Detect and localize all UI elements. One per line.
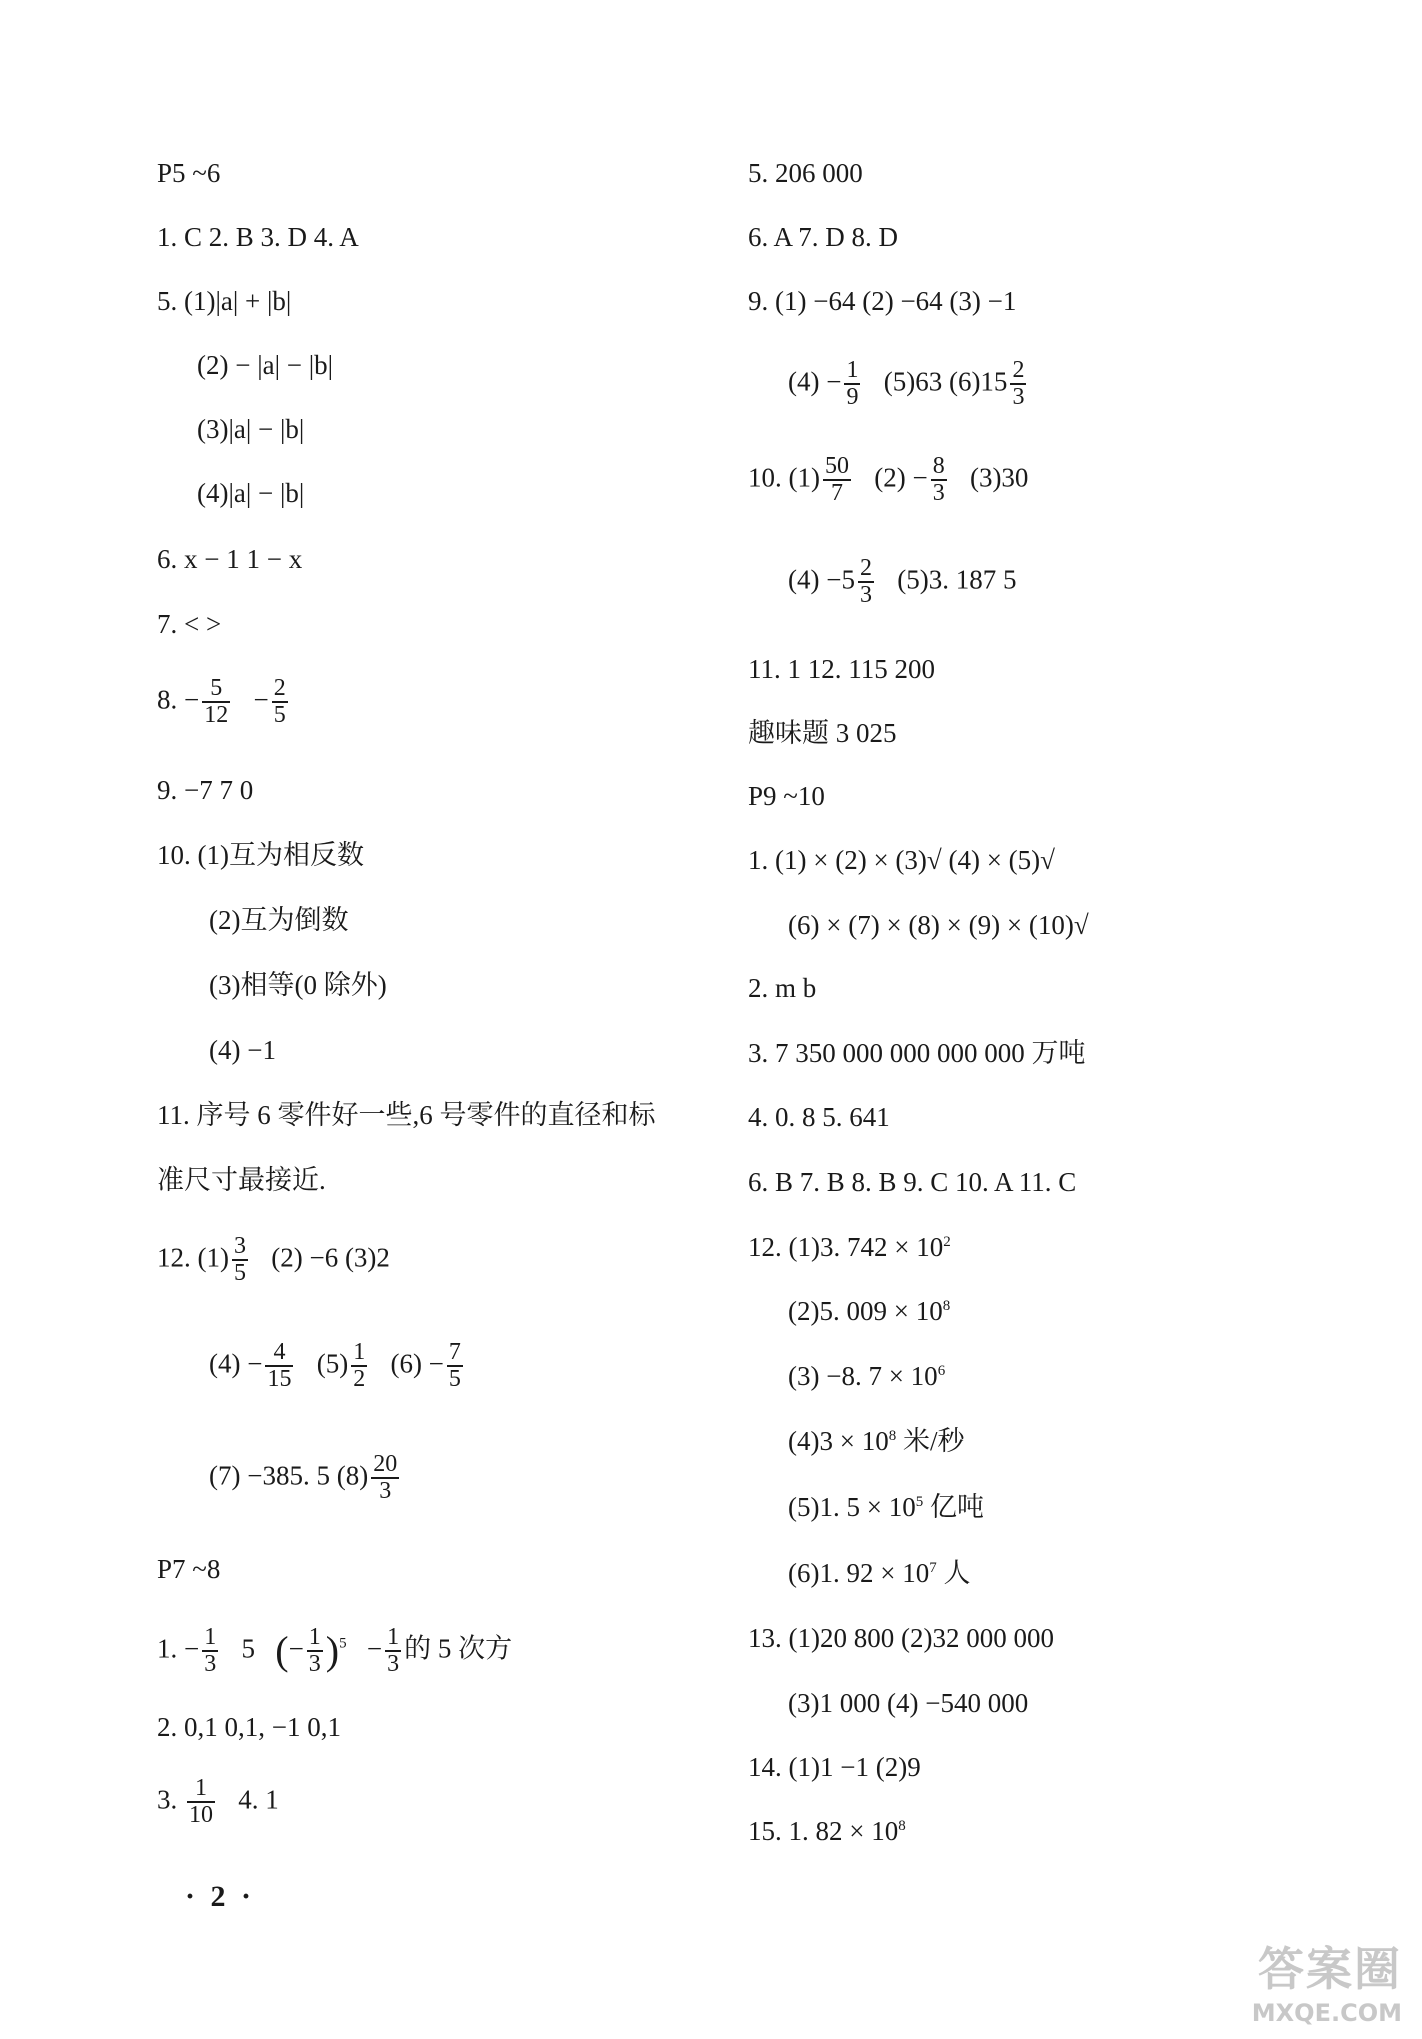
text: 10. (1): [748, 462, 820, 493]
text: 人: [936, 1558, 971, 1588]
exponent: 8: [942, 1298, 951, 1314]
answer-line: 5. (1)|a| + |b|: [157, 286, 292, 316]
answer-line: 3. 7 350 000 000 000 000 万吨: [748, 1038, 1086, 1068]
answer-line: 5. 206 000: [748, 158, 863, 188]
answer-line: 7. < >: [157, 609, 222, 639]
denominator: 5: [233, 1260, 246, 1287]
fraction: [1010, 358, 1026, 410]
numerator: 2: [272, 676, 288, 703]
exponent: 8: [898, 1818, 906, 1834]
answer-line: 4. 0. 8 5. 641: [748, 1102, 890, 1132]
answer-line: 13. (1)20 800 (2)32 000 000: [748, 1623, 1054, 1653]
answer-line: 1. (1) × (2) × (3)√ (4) × (5)√: [748, 845, 1055, 875]
section-heading-p5-6: P5 ~6: [157, 158, 221, 188]
numerator: 8: [931, 454, 947, 481]
exponent: 7: [929, 1560, 937, 1576]
answer-line: (3)|a| − |b|: [197, 414, 305, 444]
text: (6) −: [390, 1348, 444, 1379]
answer-line: 14. (1)1 −1 (2)9: [748, 1752, 921, 1782]
exponent: 2: [943, 1234, 951, 1250]
text: 5: [241, 1633, 255, 1664]
denominator: 3: [1012, 384, 1025, 411]
text: (5)1. 5 × 10: [788, 1492, 916, 1522]
numerator: 5: [202, 676, 230, 703]
denominator: 9: [846, 384, 859, 411]
answer-line-fractions: [788, 358, 1029, 410]
text: (3)30: [969, 462, 1029, 493]
text: 8. −: [157, 684, 200, 715]
denominator: 3: [379, 1478, 392, 1505]
text: (5): [316, 1348, 349, 1379]
answer-line: 11. 序号 6 零件好一些,6 号零件的直径和标: [157, 1100, 656, 1130]
text: 12. (1): [157, 1242, 229, 1273]
denominator: 5: [448, 1366, 461, 1393]
text: (2) −6 (3)2: [271, 1242, 390, 1273]
text: (2) −: [874, 462, 928, 493]
numerator: 1: [187, 1776, 215, 1803]
denominator: 3: [932, 480, 945, 507]
answer-line: 9. (1) −64 (2) −64 (3) −1: [748, 286, 1017, 316]
text: 12. (1)3. 742 × 10: [748, 1232, 944, 1262]
answer-line-sci: [788, 1298, 950, 1325]
text: −: [288, 1633, 304, 1664]
answer-line-sci: [748, 1234, 951, 1261]
denominator: 12: [204, 702, 229, 729]
text: −: [253, 684, 269, 715]
text: 亿吨: [923, 1492, 984, 1522]
numerator: 2: [1010, 358, 1026, 385]
answer-line-sci: [788, 1428, 964, 1455]
fraction: [272, 676, 288, 728]
answer-line-sci: [788, 1363, 945, 1390]
fraction: [447, 1340, 463, 1392]
answer-line-sci: [788, 1560, 970, 1587]
text: 米/秒: [896, 1426, 965, 1456]
section-heading-p7-8: P7 ~8: [157, 1554, 221, 1584]
answer-line: 9. −7 7 0: [157, 775, 254, 805]
text: (4) −: [788, 366, 842, 397]
denominator: 15: [267, 1366, 292, 1393]
answer-line: (2)互为倒数: [209, 905, 349, 935]
answer-line: (4) −1: [209, 1035, 276, 1065]
answer-line-fractions: [157, 1234, 390, 1286]
answer-line: 1. C 2. B 3. D 4. A: [157, 222, 359, 252]
answer-line: (3)1 000 (4) −540 000: [788, 1688, 1029, 1718]
fraction: [931, 454, 947, 506]
fraction: [187, 1776, 215, 1828]
numerator: 20: [371, 1452, 399, 1479]
text: 的 5 次方: [404, 1633, 513, 1664]
text: (4) −: [209, 1348, 263, 1379]
answer-line: 11. 1 12. 115 200: [748, 654, 935, 684]
answer-line: 2. 0,1 0,1, −1 0,1: [157, 1712, 341, 1742]
fraction: [202, 1625, 218, 1677]
denominator: 3: [859, 582, 872, 609]
watermark-logo: 答案圈: [1258, 1942, 1402, 1996]
answer-line: 10. (1)互为相反数: [157, 840, 364, 870]
close-paren: ): [325, 1628, 340, 1674]
text: (2)5. 009 × 10: [788, 1296, 943, 1326]
answer-line-fractions: [788, 556, 1016, 608]
answer-line: 6. B 7. B 8. B 9. C 10. A 11. C: [748, 1167, 1077, 1197]
numerator: 2: [858, 556, 874, 583]
exponent: 5: [339, 1635, 347, 1652]
denominator: 2: [353, 1366, 366, 1393]
text: 4. 1: [238, 1784, 279, 1815]
text: −: [366, 1633, 383, 1664]
text: (3) −8. 7 × 10: [788, 1361, 938, 1391]
answer-line-sci: [788, 1494, 984, 1521]
fraction: [265, 1340, 293, 1392]
page-number: · 2 ·: [185, 1880, 256, 1913]
numerator: 50: [823, 454, 851, 481]
fraction: [202, 676, 230, 728]
answer-line: (3)相等(0 除外): [209, 970, 387, 1000]
text: 1. −: [157, 1633, 200, 1664]
answer-line-fractions: [209, 1452, 402, 1504]
denominator: 3: [204, 1651, 217, 1678]
numerator: 1: [385, 1625, 401, 1652]
text: (5)63 (6)15: [883, 366, 1008, 397]
fraction: [371, 1452, 399, 1504]
answer-line: 6. x − 1 1 − x: [157, 544, 303, 574]
denominator: 7: [830, 480, 843, 507]
text: (4) −5: [788, 564, 855, 595]
exponent: 8: [888, 1428, 897, 1444]
fraction: [351, 1340, 367, 1392]
answer-line: (4)|a| − |b|: [197, 478, 305, 508]
answer-line: (6) × (7) × (8) × (9) × (10)√: [788, 910, 1089, 940]
answer-line-fractions: [157, 1625, 512, 1677]
answer-line-sci: [748, 1818, 906, 1845]
watermark-url: MXQE.COM: [1251, 1999, 1402, 2027]
denominator: 3: [308, 1651, 321, 1678]
fraction: [307, 1625, 323, 1677]
answer-line-fractions: [157, 676, 291, 728]
fraction: [823, 454, 851, 506]
section-heading-p9-10: P9 ~10: [748, 781, 825, 811]
text: (6)1. 92 × 10: [788, 1558, 930, 1588]
exponent: 5: [915, 1494, 924, 1510]
numerator: 1: [351, 1340, 367, 1367]
text: 3.: [157, 1784, 178, 1815]
answer-line: 6. A 7. D 8. D: [748, 222, 899, 252]
numerator: 1: [844, 358, 860, 385]
numerator: 7: [447, 1340, 463, 1367]
fraction: [232, 1234, 248, 1286]
exponent: 6: [937, 1363, 946, 1379]
denominator: 10: [189, 1802, 213, 1829]
text: (5)3. 187 5: [897, 564, 1017, 595]
fraction: [844, 358, 860, 410]
answer-line: 2. m b: [748, 973, 817, 1003]
numerator: 3: [232, 1234, 248, 1261]
answer-line-fractions: [748, 454, 1028, 506]
text: 15. 1. 82 × 10: [748, 1816, 899, 1846]
watermark: [1252, 1933, 1402, 2027]
denominator: 5: [273, 702, 286, 729]
numerator: 1: [202, 1625, 218, 1652]
text: (4)3 × 10: [788, 1426, 889, 1456]
fraction: [385, 1625, 401, 1677]
answer-line: 趣味题 3 025: [748, 718, 897, 748]
open-paren: (: [275, 1628, 289, 1674]
numerator: 4: [265, 1340, 293, 1367]
fraction: [858, 556, 874, 608]
answer-line: 准尺寸最接近.: [157, 1165, 326, 1195]
answer-line-fractions: [209, 1340, 466, 1392]
numerator: 1: [307, 1625, 323, 1652]
answer-line: (2) − |a| − |b|: [197, 350, 334, 380]
answer-line-fractions: [157, 1776, 279, 1828]
denominator: 3: [387, 1651, 400, 1678]
text: (7) −385. 5 (8): [209, 1460, 369, 1491]
